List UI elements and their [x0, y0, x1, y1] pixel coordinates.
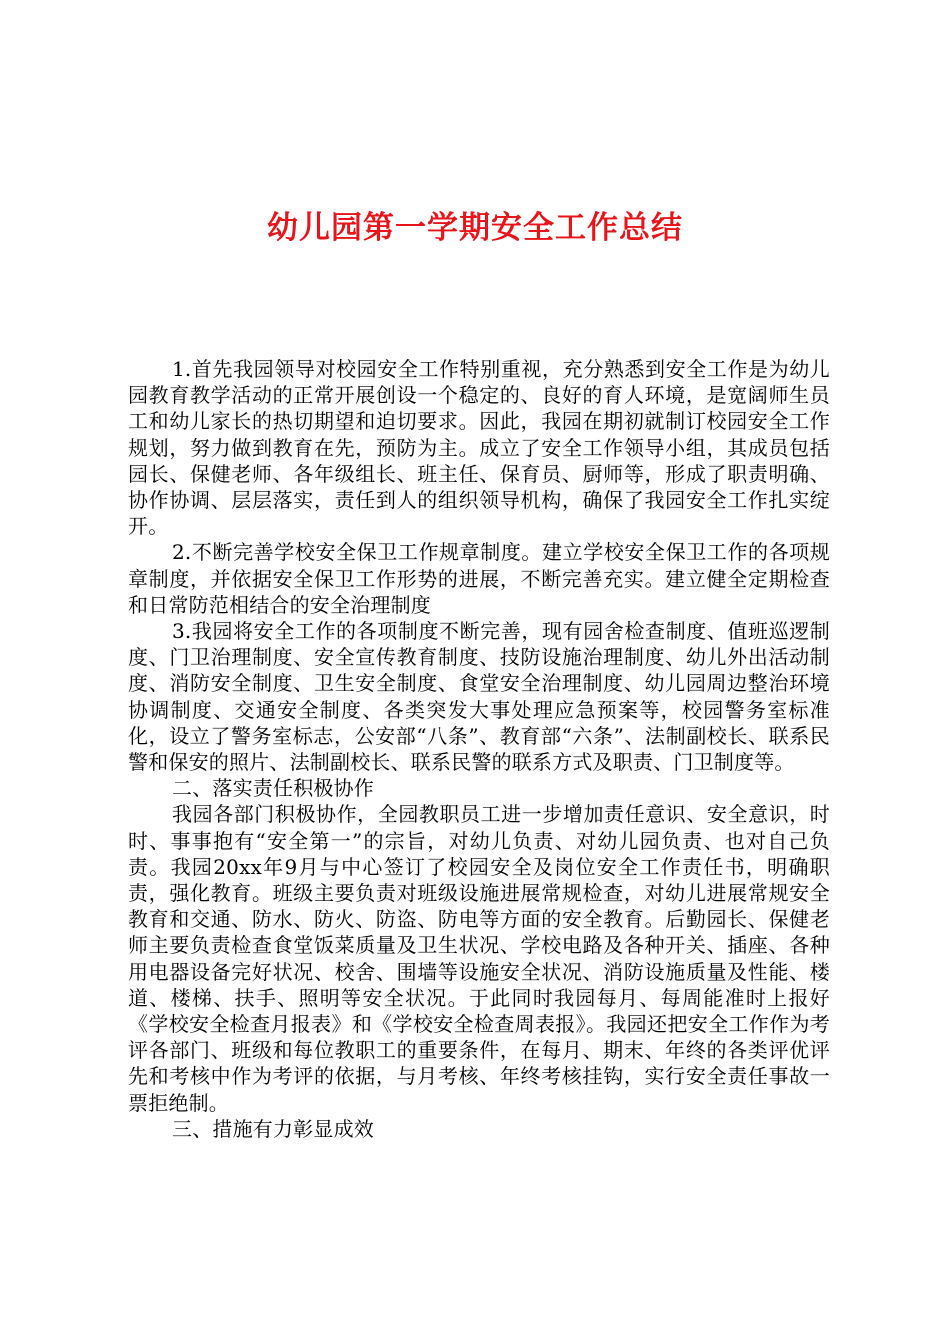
- section-heading-responsibility: 二、落实责任积极协作: [172, 776, 374, 801]
- paragraph-regulations: 2.不断完善学校安全保卫工作规章制度。建立学校安全保卫工作的各项规章制度，并依据安全保卫工作形势的进展，不断完善充实。建立健全定期检查和日常防范相结合的安全治理制度: [128, 540, 830, 617]
- document-title: 幼儿园第一学期安全工作总结: [267, 210, 683, 246]
- section-heading-measures: 三、措施有力彰显成效: [172, 1116, 374, 1141]
- document-body: [128, 356, 830, 1142]
- paragraph-systems: 3.我园将安全工作的各项制度不断完善，现有园舍检查制度、值班巡逻制度、门卫治理制度、安全宣传教育制度、技防设施治理制度、幼儿外出活动制度、消防安全制度、卫生安全制度、食堂安全治理制度、幼儿园周边整治环境协调制度、交通安全制度、各类突发大事处理应急预案等，校园警务室标准化，设立了警务室标志，公安部“八条”、教育部“六条”、法制副校长、联系民警和保安的照片、法制副校长、联系民警的联系方式及职责、门卫制度等。: [128, 619, 830, 775]
- paragraph-cooperation: 我园各部门积极协作，全园教职员工进一步增加责任意识、安全意识，时时、事事抱有“安全第一”的宗旨，对幼儿负责、对幼儿园负责、也对自己负责。我园20xx年9月与中心签订了校园安全及岗位安全工作责任书，明确职责，强化教育。班级主要负责对班级设施进展常规检查，对幼儿进展常规安全教育和交通、防水、防火、防盗、防电等方面的安全教育。后勤园长、保健老师主要负责检查食堂饭菜质量及卫生状况、学校电路及各种开关、插座、各种用电器设备完好状况、校舍、围墙等设施安全状况、消防设施质量及性能、楼道、楼梯、扶手、照明等安全状况。于此同时我园每月、每周能准时上报好《学校安全检查月报表》和《学校安全检查周表报》。我园还把安全工作作为考评各部门、班级和每位教职工的重要条件，在每月、期末、年终的各类评优评先和考核中作为考评的依据，与月考核、年终考核挂钩，实行安全责任事故一票拒绝制。: [128, 802, 830, 1115]
- paragraph-leadership: 1.首先我园领导对校园安全工作特别重视，充分熟悉到安全工作是为幼儿园教育教学活动的正常开展创设一个稳定的、良好的育人环境，是宽阔师生员工和幼儿家长的热切期望和迫切要求。因此，我园在期初就制订校园安全工作规划，努力做到教育在先，预防为主。成立了安全工作领导小组，其成员包括园长、保健老师、各年级组长、班主任、保育员、厨师等，形成了职责明确、协作协调、层层落实，责任到人的组织领导机构，确保了我园安全工作扎实绽开。: [128, 357, 830, 539]
